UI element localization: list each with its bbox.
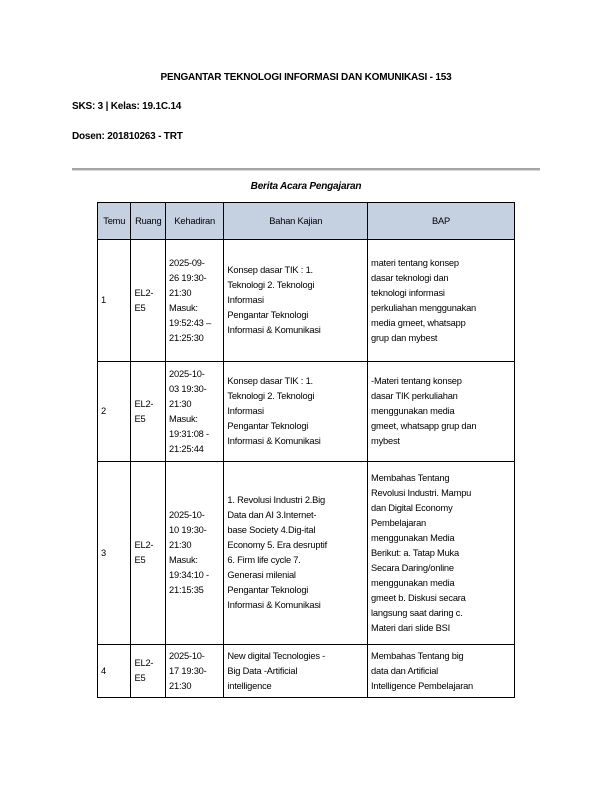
cell-bahan <box>224 462 368 645</box>
cell-line: Membahas Tentang big <box>371 650 464 661</box>
table-header-row <box>98 203 515 240</box>
cell-ruang <box>131 240 166 362</box>
cell-line: -Materi tentang konsep <box>371 376 462 386</box>
cell-line: 6. Firm life cycle 7. <box>227 555 301 565</box>
cell-line: 2025-10- <box>169 510 205 520</box>
cell-line: EL2- <box>134 398 154 409</box>
cell-line: 21:30 <box>169 540 192 550</box>
cell-line: 26 19:30- <box>169 272 207 283</box>
cell-line: dan Digital Economy <box>371 502 453 513</box>
cell-line: Konsep dasar TIK : 1. <box>227 265 313 275</box>
cell-line: EL2- <box>134 658 154 668</box>
cell-line: Membahas Tentang <box>371 472 450 483</box>
cell-bap <box>368 240 515 362</box>
cell-line: Pengantar Teknologi <box>227 310 309 320</box>
cell-line: Secara Daring/online <box>371 562 454 573</box>
cell-bap <box>368 645 515 698</box>
cell-kehadiran <box>166 645 224 698</box>
cell-line: Informasi <box>227 406 264 416</box>
cell-line: 2025-10- <box>169 368 205 379</box>
table-row <box>98 362 515 462</box>
cell-line: 19:31:08 - <box>169 428 209 439</box>
cell-line: 21:15:35 <box>169 585 204 595</box>
header-bap: BAP <box>368 203 515 240</box>
cell-line: E5 <box>134 555 146 565</box>
header-temu: Temu <box>98 203 131 240</box>
cell-temu: 3 <box>98 462 131 645</box>
cell-line: Economy 5. Era desruptif <box>227 540 327 550</box>
cell-bap <box>368 462 515 645</box>
cell-line: Masuk: <box>169 302 198 313</box>
cell-line: 2025-10- <box>169 650 205 661</box>
cell-line: langsung saat daring c. <box>371 607 463 618</box>
cell-line: 21:25:44 <box>169 443 204 454</box>
table-row <box>98 645 515 698</box>
cell-line: New digital Tecnologies - <box>227 650 326 661</box>
cell-line: Berikut: a. Tatap Muka <box>371 547 459 558</box>
cell-line: Big Data -Artificial <box>227 665 298 676</box>
cell-line: Informasi & Komunikasi <box>227 436 321 446</box>
cell-line: Revolusi Industri. Mampu <box>371 487 472 498</box>
table-row <box>98 462 515 645</box>
cell-temu: 1 <box>98 240 131 362</box>
cell-kehadiran <box>166 240 224 362</box>
cell-bap <box>368 362 515 462</box>
cell-line: teknologi informasi <box>371 287 445 298</box>
cell-line: E5 <box>134 413 146 424</box>
cell-line: dasar teknologi dan <box>371 272 449 283</box>
cell-line: Konsep dasar TIK : 1. <box>227 376 313 386</box>
cell-line: mybest <box>371 436 400 446</box>
header-kehadiran: Kehadiran <box>166 203 224 240</box>
cell-line: intelligence <box>227 680 272 691</box>
cell-line: grup dan mybest <box>371 332 438 343</box>
course-title: PENGANTAR TEKNOLOGI INFORMASI DAN KOMUNIKASI - 153 <box>160 72 452 83</box>
cell-line: 10 19:30- <box>169 525 207 535</box>
cell-ruang <box>131 362 166 462</box>
cell-line: Informasi <box>227 295 264 305</box>
cell-line: 2025-09- <box>169 257 205 268</box>
cell-line: Pengantar Teknologi <box>227 421 309 431</box>
cell-line: gmeet b. Diskusi secara <box>371 592 466 603</box>
cell-line: 19:52:43 – <box>169 317 211 328</box>
cell-line: 1. Revolusi Industri 2.Big <box>227 495 326 505</box>
cell-line: materi tentang konsep <box>371 257 459 268</box>
cell-kehadiran <box>166 462 224 645</box>
table-row <box>98 240 515 362</box>
cell-bahan <box>224 362 368 462</box>
cell-line: Informasi & Komunikasi <box>227 600 321 610</box>
cell-line: Data dan AI 3.Internet- <box>227 510 317 520</box>
cell-line: 21:30 <box>169 680 192 691</box>
cell-line: Pengantar Teknologi <box>227 585 309 595</box>
cell-bahan <box>224 240 368 362</box>
divider <box>72 168 540 171</box>
cell-line: E5 <box>134 302 146 313</box>
cell-line: EL2- <box>134 287 154 298</box>
cell-line: Masuk: <box>169 555 198 565</box>
cell-line: menggunakan media <box>371 406 455 416</box>
cell-line: E5 <box>134 673 146 683</box>
cell-kehadiran <box>166 362 224 462</box>
cell-line: 03 19:30- <box>169 383 207 394</box>
cell-line: menggunakan media <box>371 577 455 588</box>
cell-line: 21:25:30 <box>169 332 204 343</box>
cell-line: media gmeet, whatsapp <box>371 317 466 328</box>
cell-line: 21:30 <box>169 287 192 298</box>
cell-line: perkuliahan menggunakan <box>371 302 477 313</box>
cell-line: Informasi & Komunikasi <box>227 325 321 335</box>
cell-line: Teknologi 2. Teknologi <box>227 391 315 401</box>
cell-line: Masuk: <box>169 413 198 424</box>
cell-line: Generasi milenial <box>227 570 296 580</box>
cell-line: menggunakan Media <box>371 532 455 543</box>
dosen: Dosen: 201810263 - TRT <box>72 131 183 142</box>
cell-line: Intelligence Pembelajaran <box>371 680 474 691</box>
cell-temu: 4 <box>98 645 131 698</box>
cell-line: 19:34:10 - <box>169 570 209 580</box>
cell-line: 17 19:30- <box>169 665 207 676</box>
cell-line: Materi dari slide BSI <box>371 622 451 633</box>
section-title: Berita Acara Pengajaran <box>250 181 362 192</box>
cell-line: gmeet, whatsapp grup dan <box>371 421 477 431</box>
cell-line: 21:30 <box>169 398 192 409</box>
cell-line: EL2- <box>134 540 154 550</box>
cell-temu: 2 <box>98 362 131 462</box>
header-bahan: Bahan Kajian <box>224 203 368 240</box>
cell-bahan <box>224 645 368 698</box>
cell-ruang <box>131 645 166 698</box>
cell-line: Pembelajaran <box>371 517 427 528</box>
cell-line: data dan Artificial <box>371 665 439 676</box>
cell-line: Teknologi 2. Teknologi <box>227 280 315 290</box>
header-ruang: Ruang <box>131 203 166 240</box>
sks-kelas: SKS: 3 | Kelas: 19.1C.14 <box>72 101 182 112</box>
cell-line: dasar TIK perkuliahan <box>371 391 458 401</box>
cell-line: base Society 4.Dig-ital <box>227 525 316 535</box>
bap-table <box>97 202 515 698</box>
cell-ruang <box>131 462 166 645</box>
